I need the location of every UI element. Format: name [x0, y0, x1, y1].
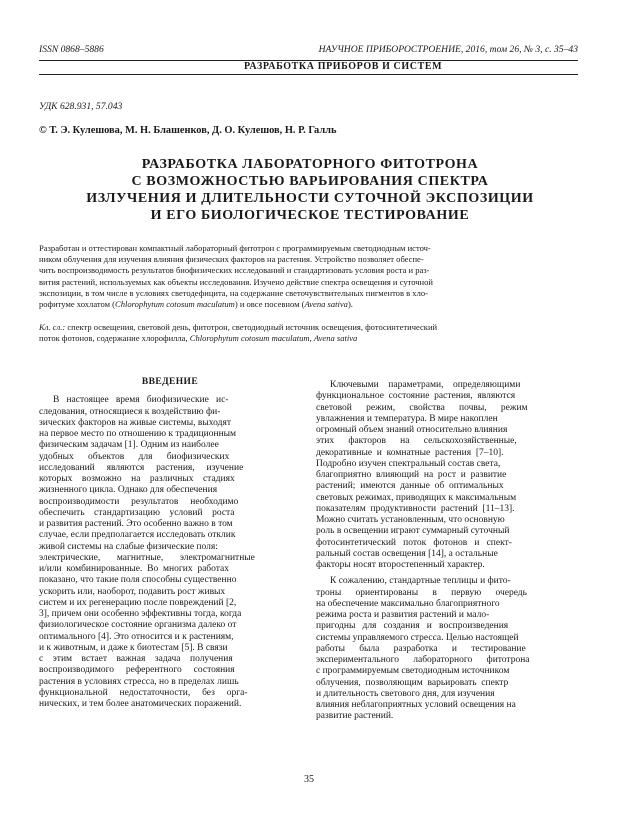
issn-label: ISSN 0868–5886 — [39, 44, 104, 55]
text-line: с этим встает важная задача получения — [39, 654, 233, 664]
text-line: экспериментального лабораторного фитотрона — [316, 655, 530, 665]
text-line: воспроизводимого референтного состояния — [39, 665, 235, 676]
section-rubric: РАЗРАБОТКА ПРИБОРОВ И СИСТЕМ — [244, 61, 443, 72]
text-line: показано, что такие поля способны существенно — [39, 575, 237, 586]
abstract-line: чить воспроизводимость результатов биофизических исследований и стандартизовать условия роста и раз- — [39, 265, 430, 276]
keywords-text: спектр освещения, световой день, фитотрон, светодиодный источник освещения, фотосинтетический — [65, 322, 438, 332]
text-line: ускорить или, наоборот, подавить рост живых — [39, 586, 226, 597]
keywords-text: , — [309, 333, 314, 344]
text-line: роль в освещении играют суммарный суточный — [316, 526, 510, 537]
abstract-line: экспозиции, в том числе в условиях светодефицита, на содержание светочувствительных пигментов в хло- — [39, 287, 428, 298]
text-line: Подробно изучен спектральный состав света, — [316, 458, 501, 469]
text-line: с программируемым светодиодным источником — [316, 666, 510, 677]
text-line: которых возможно на различных стадиях — [39, 474, 235, 484]
text-line: работы была разработка и тестирование — [316, 643, 526, 654]
keywords-label: Кл. сл.: — [39, 322, 66, 332]
keywords-line — [39, 322, 579, 333]
journal-citation: НАУЧНОЕ ПРИБОРОСТРОЕНИЕ, 2016, том 26, № 3, с. 35–43 — [318, 44, 578, 55]
page-number: 35 — [304, 774, 314, 785]
rule-bottom — [39, 74, 578, 75]
text-line: фотосинтетический поток фотонов и спект- — [316, 537, 512, 548]
text-line: Ключевыми параметрами, определяющими — [330, 380, 521, 390]
text-line: исследований являются растения, изучение — [39, 462, 244, 473]
abstract-line: Разработан и оттестирован компактный лабораторный фитотрон с программируемым светодиодным источ- — [39, 243, 431, 253]
text-line: на первое место по отношению к традиционным — [39, 429, 237, 439]
text-line: удобных объектов для биофизических — [39, 451, 230, 462]
udk-code: УДК 628.931, 57.043 — [39, 101, 123, 112]
text-line: троны ориентированы в первую очередь — [316, 587, 527, 598]
abstract-text: ). — [347, 299, 353, 310]
text-line: декоративные и комнатные растения [7–10]. — [316, 447, 504, 458]
title-line: РАЗРАБОТКА ЛАБОРАТОРНОГО ФИТОТРОНА — [141, 157, 479, 172]
intro-paragraph — [39, 395, 301, 710]
abstract-text: ) и овсе посевном ( — [234, 299, 305, 310]
text-line: увлажнения и температура. В мире накоплен — [316, 413, 498, 424]
left-column — [39, 377, 301, 710]
article-title — [60, 156, 560, 224]
text-line: живой системы на слабые физические поля: — [39, 541, 218, 552]
text-line: электрические, магнитные, электромагнитные — [39, 552, 255, 563]
keywords-text: поток фотонов, содержание хлорофилла, — [39, 333, 190, 344]
abstract — [39, 243, 579, 310]
text-line: В настоящее время биофизические ис- — [53, 395, 229, 406]
paragraph — [316, 380, 578, 571]
text-line: и развития растений. Это особенно важно в том — [39, 519, 233, 529]
text-line: Можно считать установленным, что основную — [316, 515, 505, 525]
title-line: С ВОЗМОЖНОСТЬЮ ВАРЬИРОВАНИЯ СПЕКТРА — [131, 174, 489, 189]
text-line: систем и их регенерацию после повреждений [2, — [39, 597, 237, 608]
text-line: нических, и тем более анатомических поражений. — [39, 699, 242, 709]
text-line: физическим задачам [1]. Одним из наиболее — [39, 440, 219, 451]
text-line: растений; имеются данные об оптимальных — [316, 481, 504, 492]
section-banner — [39, 58, 578, 76]
text-line: и к животным, и даже к биотестам [5]. В связи — [39, 642, 228, 653]
text-line: факторы носят второстепенный характер. — [316, 560, 485, 570]
text-line: функциональное состояние растения, являются — [316, 391, 516, 402]
species-name: Avena sativa — [304, 299, 348, 310]
text-line: ральный состав освещения [14], а остальные — [316, 548, 498, 559]
text-line: жизненного цикла. Однако для обеспечения — [39, 485, 218, 496]
authors: © Т. Э. Кулешова, М. Н. Блашенков, Д. О. Кулешов, Н. Р. Галль — [39, 125, 337, 136]
text-line: показателям продуктивности растений [11–13]. — [316, 503, 515, 514]
text-line: случае, если предполагается исследовать отклик — [39, 530, 236, 541]
text-line: режима роста и развития растений и мало- — [316, 610, 490, 620]
species-name: Avena sativa — [313, 333, 358, 344]
keywords — [39, 322, 579, 344]
text-line: световой режим, свойства почвы, режим — [316, 402, 528, 413]
text-line: 3], причем они особенно эффективны тогда, когда — [39, 609, 242, 619]
keywords-line — [39, 333, 579, 344]
text-line: благоприятно влияющий на рост и развитие — [316, 470, 507, 480]
text-line: К сожалению, стандартные теплицы и фито- — [330, 576, 511, 587]
text-line: оптимального [4]. Это относится и к растениям, — [39, 631, 234, 642]
text-line: и длительность светового дня, для изучения — [316, 688, 495, 699]
species-name: Chlorophytum cotosum maculatum — [189, 333, 310, 344]
intro-heading: ВВЕДЕНИЕ — [141, 377, 199, 387]
text-line: системы управляемого стресса. Целью настоящей — [316, 632, 519, 643]
text-line: влияния неблагоприятных условий освещения на — [316, 700, 516, 710]
abstract-line — [39, 299, 579, 310]
text-line: зических факторов на живые системы, выходят — [39, 417, 232, 428]
text-line: растения в условиях стресса, но в пределах лишь — [39, 676, 239, 687]
text-line: облучения, позволяющим варьировать спектр — [316, 677, 509, 688]
text-line: пригодны для создания и воспроизведения — [316, 621, 509, 632]
text-line: на обеспечение максимально благоприятного — [316, 598, 500, 609]
right-column — [316, 380, 578, 723]
text-line: обеспечить стандартизацию условий роста — [39, 507, 235, 518]
paragraph — [316, 576, 578, 722]
text-line: огромный объем знаний относительно влияния — [316, 425, 508, 435]
text-line: этих факторов на сельскохозяйственные, — [316, 436, 517, 447]
abstract-line: ником облучения для изучения влияния физических факторов на растения. Устройство позволяет обеспе- — [39, 254, 424, 265]
text-line: развитие растений. — [316, 711, 394, 722]
title-line: ИЗЛУЧЕНИЯ И ДЛИТЕЛЬНОСТИ СУТОЧНОЙ ЭКСПОЗИЦИИ — [86, 191, 534, 206]
text-line: и/или комбинированные. Во многих работах — [39, 564, 229, 574]
text-line: световых режимах, приводящих к максимальным — [316, 492, 517, 503]
title-line: И ЕГО БИОЛОГИЧЕСКОЕ ТЕСТИРОВАНИЕ — [150, 208, 470, 223]
text-line: физиологическое состояние организма далеко от — [39, 620, 237, 631]
text-line: воспроизводимости результатов необходимо — [39, 496, 239, 507]
abstract-line: вития растений, используемых как объекты исследования. Изучено действие спектра освещения и суточной — [39, 276, 433, 287]
text-line: функциональной недостаточности, без орга- — [39, 687, 248, 698]
text-line: следования, относящиеся к воздействию фи- — [39, 406, 221, 417]
abstract-text: рофитуме хохлатом ( — [39, 299, 116, 310]
species-name: Chlorophytum cotosum maculatum — [115, 299, 235, 310]
